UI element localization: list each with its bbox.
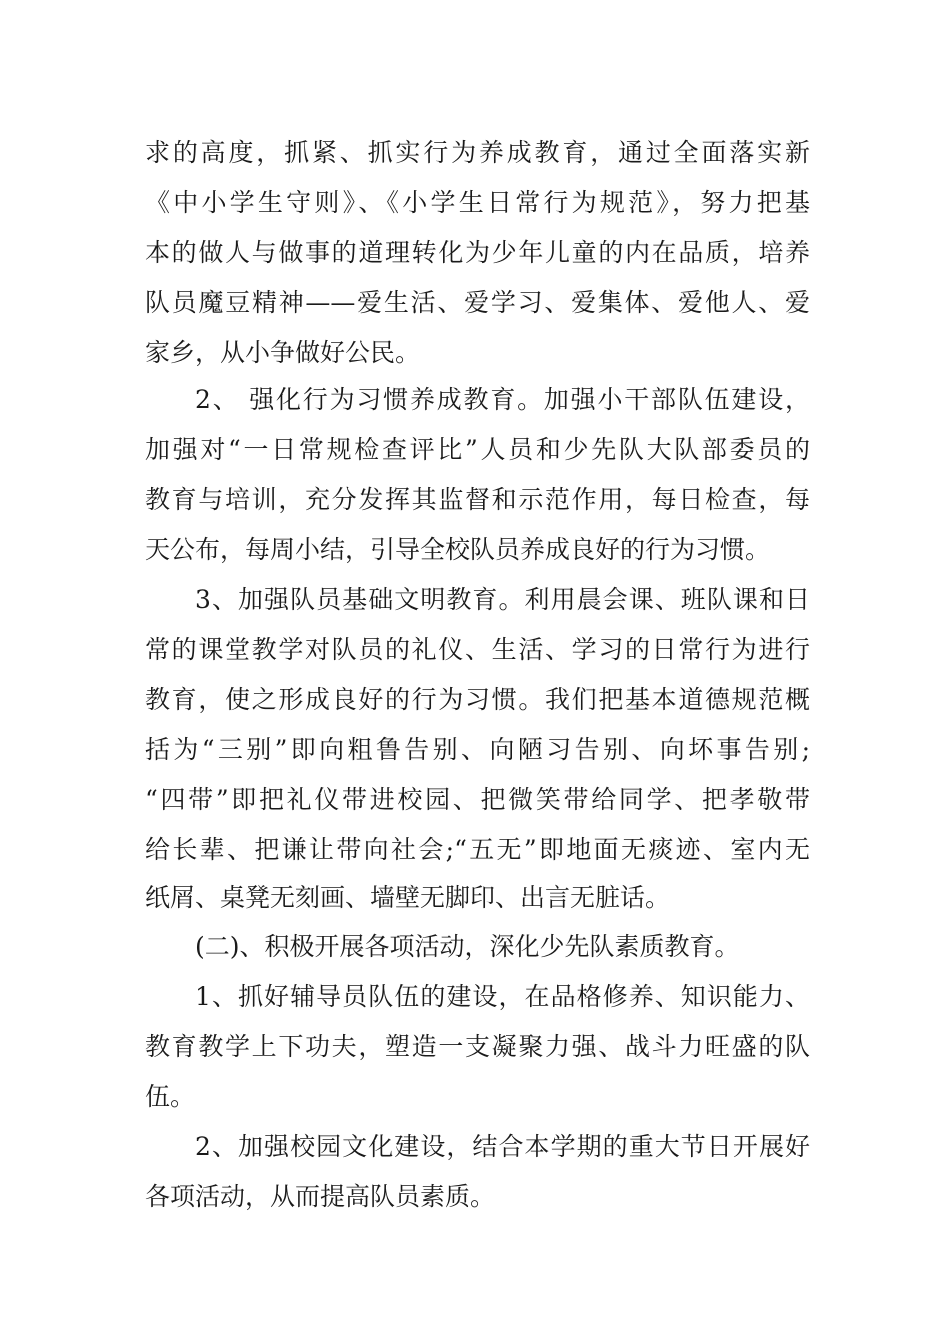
paragraph-line: 家乡，从小争做好公民。 xyxy=(145,338,421,367)
paragraph-line: 队员魔豆精神——爱生活、爱学习、爱集体、爱他人、爱 xyxy=(145,288,810,317)
paragraph-line: 教育，使之形成良好的行为习惯。我们把基本道德规范概 xyxy=(145,685,810,714)
paragraph-line: 各项活动，从而提高队员素质。 xyxy=(145,1182,496,1211)
paragraph-line: 伍。 xyxy=(145,1082,196,1111)
paragraph-line: 纸屑、桌凳无刻画、墙壁无脚印、出言无脏话。 xyxy=(145,883,671,912)
paragraph-line: 2、加强校园文化建设，结合本学期的重大节日开展好 xyxy=(195,1132,810,1161)
paragraph-line: 1、抓好辅导员队伍的建设，在品格修养、知识能力、 xyxy=(195,982,810,1011)
paragraph-line: 括为“三别”即向粗鲁告别、向陋习告别、向坏事告别; xyxy=(145,735,810,764)
paragraph-line: “四带”即把礼仪带进校园、把微笑带给同学、把孝敬带 xyxy=(145,785,810,814)
section-heading: (二)、积极开展各项活动，深化少先队素质教育。 xyxy=(195,932,740,961)
paragraph-line: 3、加强队员基础文明教育。利用晨会课、班队课和日 xyxy=(195,585,810,614)
paragraph-line: 求的高度，抓紧、抓实行为养成教育，通过全面落实新 xyxy=(145,138,810,167)
paragraph-line: 常的课堂教学对队员的礼仪、生活、学习的日常行为进行 xyxy=(145,635,810,664)
paragraph-line: 2、 强化行为习惯养成教育。加强小干部队伍建设， xyxy=(195,385,810,414)
paragraph-line: 加强对“一日常规检查评比”人员和少先队大队部委员的 xyxy=(145,435,810,464)
paragraph-line: 教育教学上下功夫，塑造一支凝聚力强、战斗力旺盛的队 xyxy=(145,1032,810,1061)
paragraph-line: 《中小学生守则》、《小学生日常行为规范》，努力把基 xyxy=(145,188,810,217)
paragraph-line: 教育与培训，充分发挥其监督和示范作用，每日检查，每 xyxy=(145,485,810,514)
paragraph-line: 本的做人与做事的道理转化为少年儿童的内在品质，培养 xyxy=(145,238,810,267)
paragraph-line: 给长辈、把谦让带向社会;“五无”即地面无痰迹、室内无 xyxy=(145,835,810,864)
paragraph-line: 天公布，每周小结，引导全校队员养成良好的行为习惯。 xyxy=(145,535,771,564)
